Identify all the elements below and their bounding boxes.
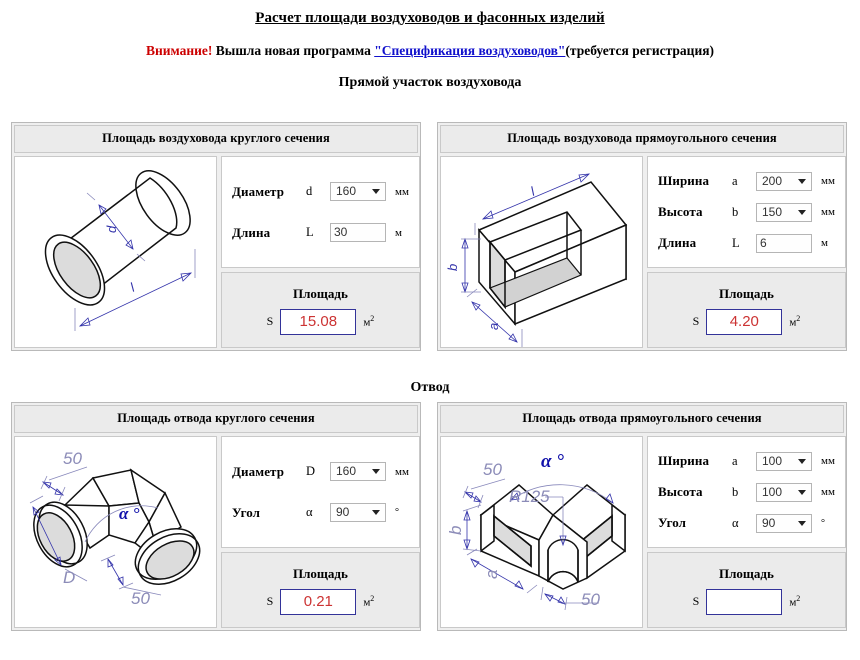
field-symbol-height: b [732, 484, 739, 499]
angle-select-value: 90 [762, 515, 776, 530]
field-symbol-angle: α [732, 515, 739, 530]
round-duct-result [221, 272, 420, 348]
field-unit-height: мм [821, 486, 835, 498]
result-symbol: S [692, 594, 700, 608]
panel-round-elbow-title: Площадь отвода круглого сечения [14, 405, 418, 433]
specification-program-link[interactable]: "Спецификация воздуховодов" [374, 43, 566, 58]
result-unit-text: м [789, 316, 797, 329]
round-duct-isometric-icon [15, 157, 216, 347]
field-label-angle: Угол [232, 504, 261, 520]
field-symbol-width: a [732, 173, 738, 188]
chevron-down-icon [372, 510, 380, 515]
result-value-field [706, 589, 782, 615]
field-unit-length: м [821, 237, 828, 249]
rect-elbow-drawing [440, 436, 643, 628]
rect-duct-fields [647, 156, 846, 268]
result-symbol: S [266, 594, 274, 608]
height-select[interactable] [756, 483, 812, 502]
panel-round-duct [11, 122, 421, 351]
rect-elbow-radius-label: R125 [509, 487, 550, 506]
rect-elbow-alpha-label: α ° [541, 451, 564, 472]
panel-rect-elbow [437, 402, 847, 631]
result-row [267, 309, 375, 335]
result-value-field: 0.21 [280, 589, 356, 615]
field-symbol-height: b [732, 204, 739, 219]
notice-text-before: Вышла новая программа [215, 43, 371, 58]
rect-elbow-seam-top-label: 50 [483, 460, 502, 479]
rect-elbow-seam-bottom-label: 50 [581, 590, 600, 609]
field-label-length: Длина [232, 224, 271, 240]
result-unit-text: м [363, 596, 371, 609]
height-select[interactable] [756, 203, 812, 222]
field-label-height: Высота [658, 204, 703, 219]
field-label-width: Ширина [658, 453, 710, 468]
diameter-select[interactable] [330, 462, 386, 481]
rect-elbow-fields [647, 436, 846, 548]
rect-duct-b-label: b [445, 263, 460, 271]
diameter-select-value: 160 [336, 184, 357, 198]
chevron-down-icon [798, 490, 806, 495]
diameter-select-value: 160 [336, 464, 357, 478]
field-row-diameter [232, 462, 409, 481]
field-row-width [658, 452, 835, 471]
field-row-length [232, 223, 409, 242]
rect-duct-drawing [440, 156, 643, 348]
rect-duct-l-label: l [528, 183, 537, 199]
round-elbow-seam-top-label: 50 [63, 449, 82, 468]
result-title: Площадь [719, 285, 774, 301]
chevron-down-icon [372, 189, 380, 194]
result-unit-exponent: 2 [796, 594, 801, 604]
field-row-length [658, 234, 835, 253]
result-title: Площадь [293, 565, 348, 581]
round-duct-fields [221, 156, 420, 268]
field-symbol-length: L [732, 235, 740, 250]
round-elbow-d-label: D [63, 568, 76, 587]
round-elbow-result [221, 552, 420, 628]
notice-line [0, 43, 860, 59]
rect-elbow-a-label: a [482, 569, 501, 579]
width-select[interactable] [756, 452, 812, 471]
field-row-width [658, 172, 835, 191]
result-row [693, 309, 801, 335]
chevron-down-icon [798, 521, 806, 526]
notice-text-after: (требуется регистрация) [565, 43, 715, 58]
field-unit-width: мм [821, 455, 835, 467]
round-elbow-isometric-icon [15, 437, 216, 627]
field-unit-height: мм [821, 206, 835, 218]
field-unit-angle: ° [821, 517, 825, 529]
width-select-value: 200 [762, 173, 783, 188]
length-input[interactable]: 30 [330, 223, 386, 242]
field-label-diameter: Диаметр [232, 183, 285, 199]
result-value-field: 4.20 [706, 309, 782, 335]
panel-rect-elbow-title: Площадь отвода прямоугольного сечения [440, 405, 844, 433]
result-symbol: S [266, 314, 274, 328]
panel-rect-duct-title: Площадь воздуховода прямоугольного сечения [440, 125, 844, 153]
field-symbol-length: L [306, 225, 314, 239]
panel-round-duct-title: Площадь воздуховода круглого сечения [14, 125, 418, 153]
result-unit [363, 314, 374, 329]
diameter-select[interactable] [330, 182, 386, 201]
notice-warning-label: Внимание! [145, 43, 213, 58]
angle-select-value: 90 [336, 505, 350, 519]
field-unit-angle: ° [395, 507, 399, 518]
field-row-height [658, 203, 835, 222]
result-unit [789, 594, 800, 609]
rect-elbow-b-label: b [446, 525, 465, 535]
round-elbow-alpha-label: α ° [119, 504, 140, 523]
panel-round-elbow [11, 402, 421, 631]
rect-elbow-isometric-icon [441, 437, 642, 627]
angle-select[interactable] [330, 503, 386, 522]
field-row-angle [658, 514, 835, 533]
section-title-elbow: Отвод [410, 380, 450, 395]
length-input[interactable]: 6 [756, 234, 812, 253]
field-symbol-diameter: d [306, 184, 313, 198]
field-unit-diameter: мм [395, 465, 409, 478]
rect-duct-result [647, 272, 846, 348]
result-unit [363, 594, 374, 609]
round-duct-d-label: d [104, 225, 119, 233]
chevron-down-icon [798, 210, 806, 215]
field-unit-width: мм [821, 175, 835, 187]
field-unit-diameter: мм [395, 185, 409, 198]
field-label-angle: Угол [658, 515, 687, 530]
width-select[interactable] [756, 172, 812, 191]
result-unit-exponent: 2 [370, 314, 375, 324]
field-row-height [658, 483, 835, 502]
round-elbow-seam-bottom-label: 50 [131, 589, 150, 608]
result-unit [789, 314, 800, 329]
field-row-diameter [232, 182, 409, 201]
panel-rect-duct [437, 122, 847, 351]
field-label-diameter: Диаметр [232, 463, 285, 479]
chevron-down-icon [798, 459, 806, 464]
round-duct-l-label: l [127, 279, 137, 295]
result-row [267, 589, 375, 615]
round-duct-drawing [14, 156, 217, 348]
width-select-value: 100 [762, 453, 783, 468]
page-title: Расчет площади воздуховодов и фасонных изделий [255, 10, 605, 26]
result-row [693, 589, 801, 615]
height-select-value: 100 [762, 484, 783, 499]
result-unit-text: м [363, 316, 371, 329]
result-unit-exponent: 2 [796, 314, 801, 324]
result-symbol: S [692, 314, 700, 328]
field-label-height: Высота [658, 484, 703, 499]
rect-duct-isometric-icon [441, 157, 642, 347]
field-symbol-angle: α [306, 505, 313, 519]
field-row-angle [232, 503, 409, 522]
result-value-field: 15.08 [280, 309, 356, 335]
chevron-down-icon [798, 179, 806, 184]
field-unit-length: м [395, 226, 402, 239]
rect-duct-a-label: a [486, 322, 501, 330]
result-title: Площадь [293, 285, 348, 301]
field-symbol-width: a [732, 453, 738, 468]
rect-elbow-result [647, 552, 846, 628]
angle-select[interactable] [756, 514, 812, 533]
result-title: Площадь [719, 565, 774, 581]
field-label-width: Ширина [658, 173, 710, 188]
result-unit-exponent: 2 [370, 594, 375, 604]
height-select-value: 150 [762, 204, 783, 219]
round-elbow-fields [221, 436, 420, 548]
chevron-down-icon [372, 469, 380, 474]
result-unit-text: м [789, 596, 797, 609]
section-title-straight: Прямой участок воздуховода [338, 75, 522, 90]
round-elbow-drawing [14, 436, 217, 628]
field-label-length: Длина [658, 235, 697, 250]
field-symbol-diameter: D [306, 464, 316, 478]
